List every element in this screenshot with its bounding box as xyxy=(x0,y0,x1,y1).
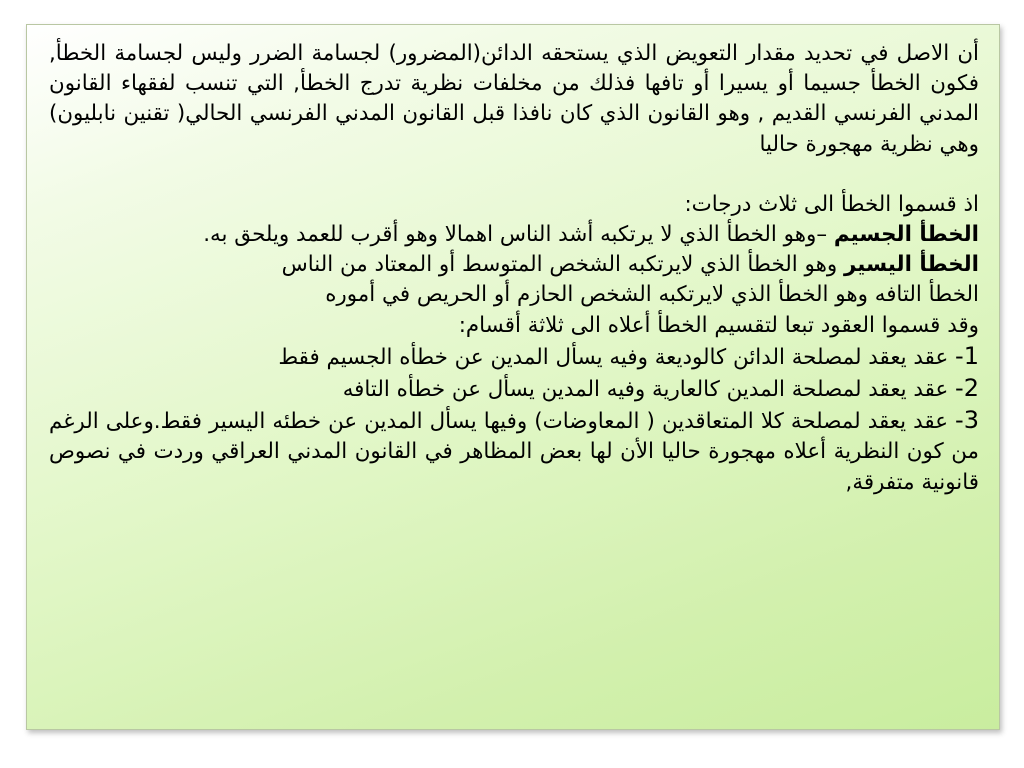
degree-definition: وهو الخطأ الذي لايرتكبه الشخص المتوسط أو المعتاد من الناس xyxy=(281,252,844,278)
degree-gross-fault xyxy=(49,220,979,250)
contract-item xyxy=(49,405,979,498)
text-panel xyxy=(26,24,1000,730)
trivial-fault: الخطأ التافه وهو الخطأ الذي لايرتكبه الشخص الحازم أو الحريص في أموره xyxy=(325,282,979,308)
paragraph-gap xyxy=(49,160,979,190)
item-number: 3- xyxy=(955,406,979,435)
slide-body xyxy=(49,39,979,498)
item-number: 2- xyxy=(955,374,979,403)
degree-minor-fault xyxy=(49,250,979,280)
degree-term: الخطأ الجسيم xyxy=(833,222,979,248)
contract-item xyxy=(49,373,979,405)
intro-paragraph: أن الاصل في تحديد مقدار التعويض الذي يستحقه الدائن(المضرور) لجسامة الضرر وليس لجسامة الخطأ, فكون الخطأ جسيما أو يسيرا أو تافها فذلك من مخلفات نظرية تدرج الخطأ, التي تنسب لفقهاء القانون المدني الفرنسي القديم , وهو القانون الذي كان نافذا قبل القانون المدني الفرنسي الحالي( تقنين نابليون) وهي نظرية مهجورة حاليا xyxy=(49,41,979,157)
degrees-intro: اذ قسموا الخطأ الى ثلاث درجات: xyxy=(684,191,979,217)
contract-item xyxy=(49,341,979,373)
contracts-intro: وقد قسموا العقود تبعا لتقسيم الخطأ أعلاه الى ثلاثة أقسام: xyxy=(458,312,979,338)
degree-term: الخطأ اليسير xyxy=(844,252,979,278)
item-text: عقد يعقد لمصلحة الدائن كالوديعة وفيه يسأل المدين عن خطأه الجسيم فقط xyxy=(278,344,956,370)
item-text: عقد يعقد لمصلحة كلا المتعاقدين ( المعاوضات) وفيها يسأل المدين عن خطئه اليسير فقط.وعلى الرغم من كون النظرية أعلاه مهجورة حاليا الأن لها بعض المظاهر في القانون المدني العراقي وردت في نصوص قانونية متفرقة, xyxy=(49,409,979,495)
degree-definition: –وهو الخطأ الذي لا يرتكبه أشد الناس اهمالا وهو أقرب للعمد ويلحق به. xyxy=(203,222,834,248)
item-text: عقد يعقد لمصلحة المدين كالعارية وفيه المدين يسأل عن خطأه التافه xyxy=(342,377,956,403)
item-number: 1- xyxy=(955,341,979,370)
